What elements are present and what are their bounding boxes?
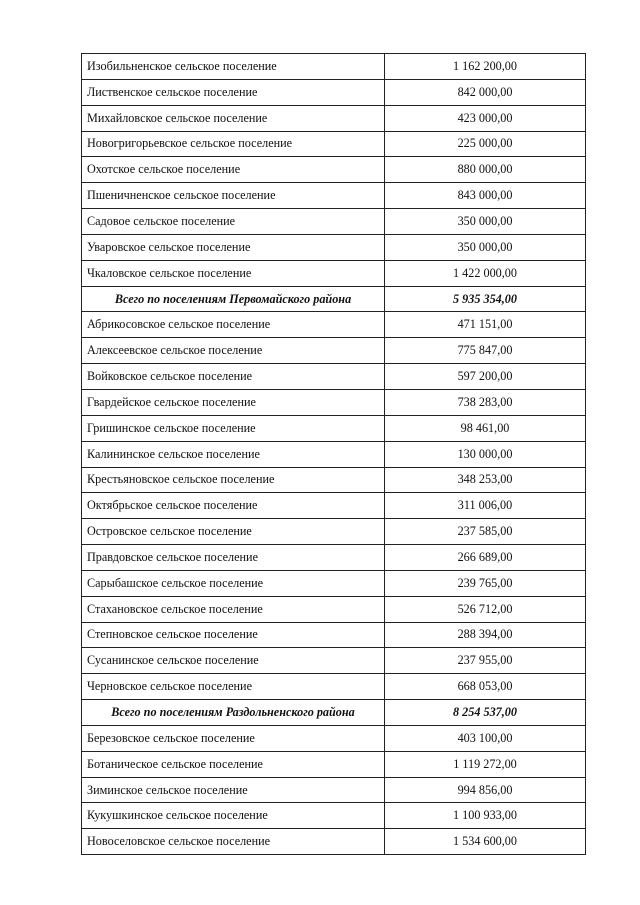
settlement-name-cell: Уваровское сельское поселение	[82, 234, 385, 260]
settlement-name-cell: Сарыбашское сельское поселение	[82, 570, 385, 596]
settlement-name-cell: Кукушкинское сельское поселение	[82, 803, 385, 829]
table-row	[82, 545, 586, 571]
table-row	[82, 260, 586, 286]
settlement-name-cell: Новогригорьевское сельское поселение	[82, 131, 385, 157]
settlement-name-cell: Новоселовское сельское поселение	[82, 829, 385, 855]
amount-cell: 526 712,00	[385, 596, 586, 622]
table-row	[82, 389, 586, 415]
settlement-name-cell: Степновское сельское поселение	[82, 622, 385, 648]
amount-cell: 1 422 000,00	[385, 260, 586, 286]
table-row	[82, 777, 586, 803]
amount-cell: 237 585,00	[385, 519, 586, 545]
settlement-name-cell: Гришинское сельское поселение	[82, 415, 385, 441]
table-row	[82, 622, 586, 648]
table-row	[82, 54, 586, 80]
document-page	[81, 53, 586, 855]
amount-cell: 738 283,00	[385, 389, 586, 415]
amount-cell: 880 000,00	[385, 157, 586, 183]
settlement-name-cell: Правдовское сельское поселение	[82, 545, 385, 571]
amount-cell: 843 000,00	[385, 183, 586, 209]
amount-cell: 423 000,00	[385, 105, 586, 131]
amount-cell: 350 000,00	[385, 234, 586, 260]
settlement-name-cell: Алексеевское сельское поселение	[82, 338, 385, 364]
table-row	[82, 467, 586, 493]
amount-cell: 288 394,00	[385, 622, 586, 648]
table-row	[82, 519, 586, 545]
settlement-name-cell: Гвардейское сельское поселение	[82, 389, 385, 415]
amount-cell: 98 461,00	[385, 415, 586, 441]
table-row	[82, 829, 586, 855]
settlement-name-cell: Островское сельское поселение	[82, 519, 385, 545]
settlement-name-cell: Михайловское сельское поселение	[82, 105, 385, 131]
amount-cell: 471 151,00	[385, 312, 586, 338]
settlement-name-cell: Чкаловское сельское поселение	[82, 260, 385, 286]
table-row	[82, 415, 586, 441]
table-row	[82, 725, 586, 751]
amount-cell: 1 100 933,00	[385, 803, 586, 829]
table-row	[82, 493, 586, 519]
settlement-name-cell: Стахановское сельское поселение	[82, 596, 385, 622]
district-total-label: Всего по поселениям Раздольненского района	[82, 700, 385, 726]
amount-cell: 842 000,00	[385, 79, 586, 105]
settlement-name-cell: Абрикосовское сельское поселение	[82, 312, 385, 338]
table-row	[82, 570, 586, 596]
district-total-label: Всего по поселениям Первомайского района	[82, 286, 385, 312]
table-row	[82, 312, 586, 338]
amount-cell: 348 253,00	[385, 467, 586, 493]
table-row	[82, 209, 586, 235]
table-row	[82, 596, 586, 622]
settlement-name-cell: Лиственское сельское поселение	[82, 79, 385, 105]
table-row	[82, 79, 586, 105]
table-row	[82, 751, 586, 777]
settlement-name-cell: Октябрьское сельское поселение	[82, 493, 385, 519]
settlement-name-cell: Зиминское сельское поселение	[82, 777, 385, 803]
amount-cell: 350 000,00	[385, 209, 586, 235]
amount-cell: 994 856,00	[385, 777, 586, 803]
settlement-name-cell: Березовское сельское поселение	[82, 725, 385, 751]
district-total-amount: 8 254 537,00	[385, 700, 586, 726]
amount-cell: 239 765,00	[385, 570, 586, 596]
amount-cell: 130 000,00	[385, 441, 586, 467]
table-row	[82, 441, 586, 467]
settlement-name-cell: Изобильненское сельское поселение	[82, 54, 385, 80]
settlement-name-cell: Калининское сельское поселение	[82, 441, 385, 467]
amount-cell: 668 053,00	[385, 674, 586, 700]
table-row	[82, 105, 586, 131]
amount-cell: 311 006,00	[385, 493, 586, 519]
table-row	[82, 157, 586, 183]
amount-cell: 225 000,00	[385, 131, 586, 157]
table-row	[82, 131, 586, 157]
table-row	[82, 338, 586, 364]
table-total-row	[82, 700, 586, 726]
settlement-name-cell: Садовое сельское поселение	[82, 209, 385, 235]
table-row	[82, 648, 586, 674]
amount-cell: 237 955,00	[385, 648, 586, 674]
amount-cell: 597 200,00	[385, 364, 586, 390]
table-row	[82, 803, 586, 829]
settlement-name-cell: Войковское сельское поселение	[82, 364, 385, 390]
settlements-budget-table	[81, 53, 586, 855]
district-total-amount: 5 935 354,00	[385, 286, 586, 312]
table-row	[82, 364, 586, 390]
table-total-row	[82, 286, 586, 312]
table-row	[82, 183, 586, 209]
settlement-name-cell: Охотское сельское поселение	[82, 157, 385, 183]
amount-cell: 1 534 600,00	[385, 829, 586, 855]
amount-cell: 266 689,00	[385, 545, 586, 571]
table-row	[82, 674, 586, 700]
settlement-name-cell: Черновское сельское поселение	[82, 674, 385, 700]
table-row	[82, 234, 586, 260]
settlement-name-cell: Ботаническое сельское поселение	[82, 751, 385, 777]
settlement-name-cell: Пшеничненское сельское поселение	[82, 183, 385, 209]
amount-cell: 775 847,00	[385, 338, 586, 364]
amount-cell: 1 119 272,00	[385, 751, 586, 777]
settlement-name-cell: Крестьяновское сельское поселение	[82, 467, 385, 493]
amount-cell: 1 162 200,00	[385, 54, 586, 80]
settlement-name-cell: Сусанинское сельское поселение	[82, 648, 385, 674]
table-body	[82, 54, 586, 855]
amount-cell: 403 100,00	[385, 725, 586, 751]
